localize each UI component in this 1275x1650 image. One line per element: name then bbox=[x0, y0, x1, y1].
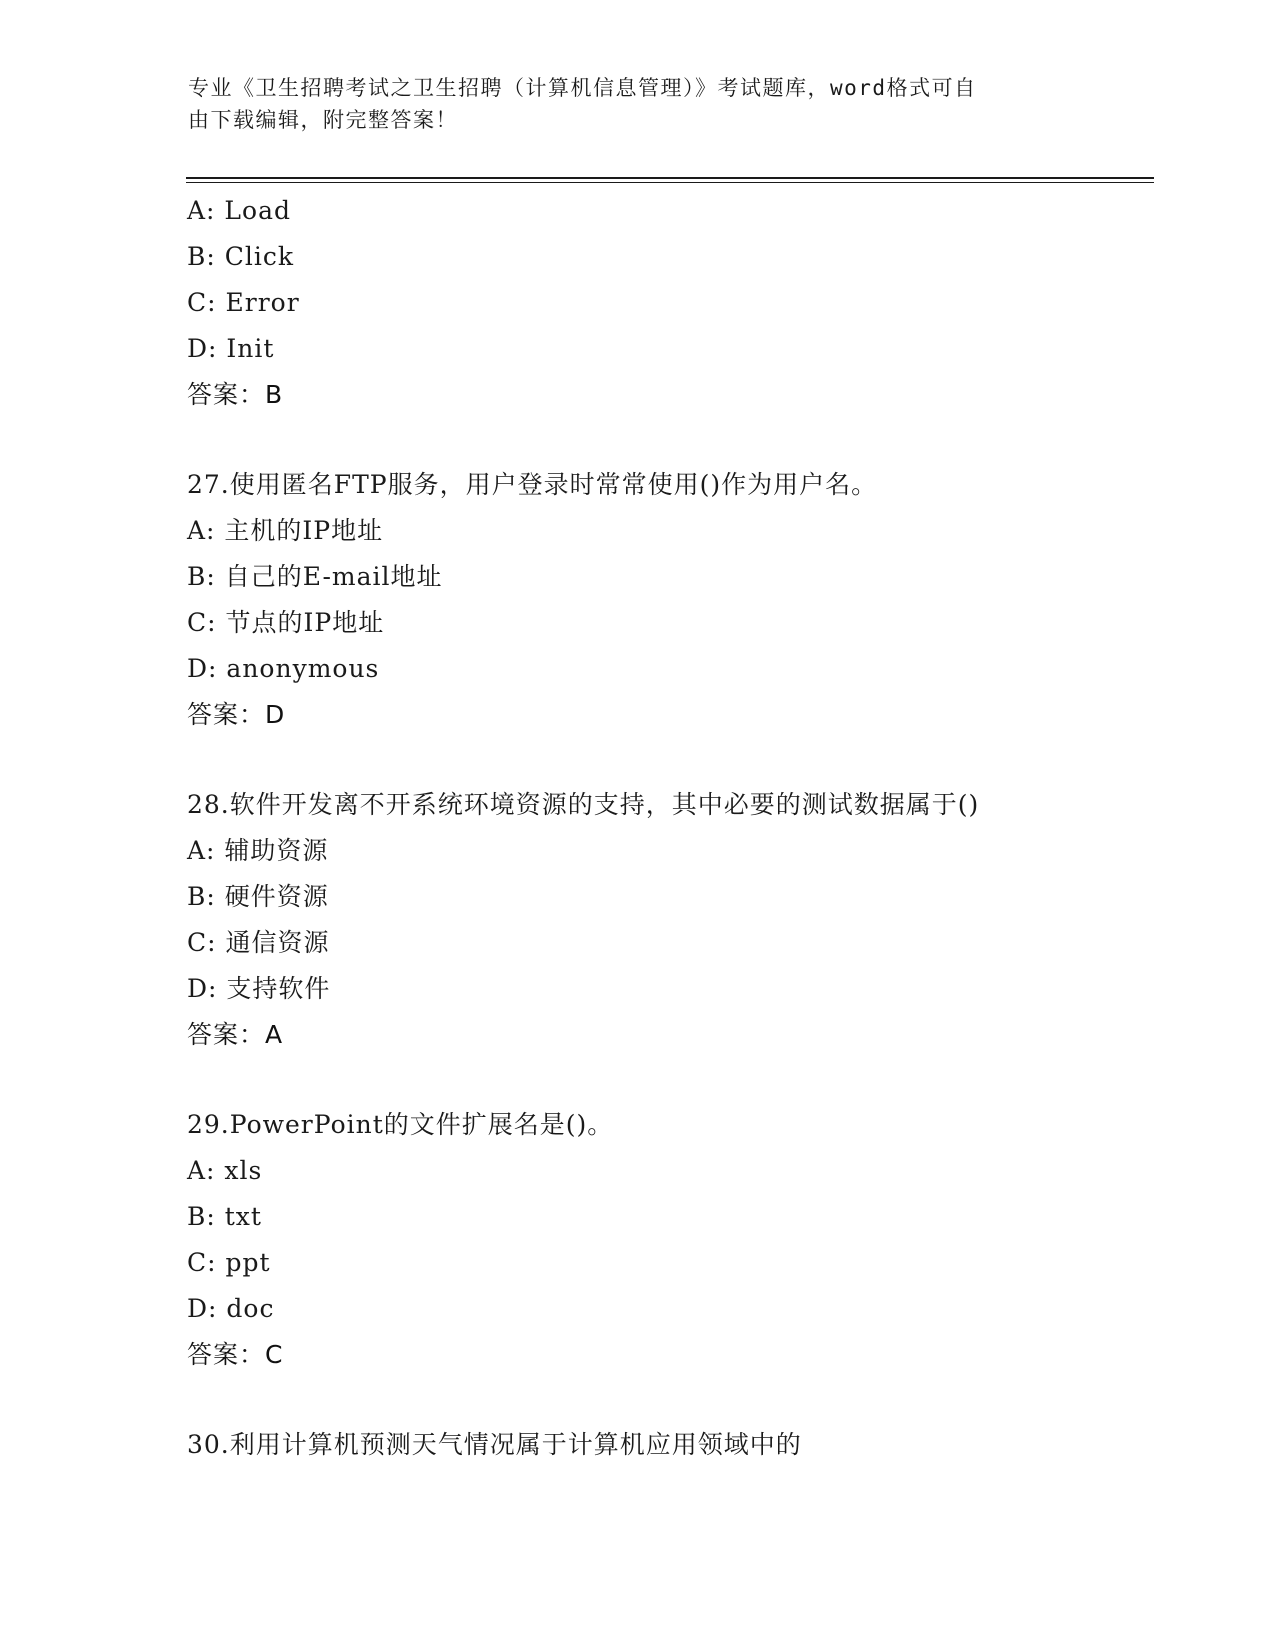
question-text: 27.使用匿名FTP服务，用户登录时常常使用()作为用户名。 bbox=[187, 470, 878, 499]
option-a: A: 主机的IP地址 bbox=[187, 516, 384, 545]
option-d: D: Init bbox=[187, 334, 275, 363]
question-text: 28.软件开发离不开系统环境资源的支持，其中必要的测试数据属于() bbox=[187, 790, 980, 819]
block-spacer bbox=[187, 738, 1167, 782]
option-b: B: txt bbox=[187, 1202, 262, 1231]
answer-text: 答案：A bbox=[187, 1020, 284, 1049]
question-list bbox=[187, 188, 1167, 1468]
option-c: C: Error bbox=[187, 288, 300, 317]
option-a: A: Load bbox=[187, 196, 291, 225]
option-d: D: anonymous bbox=[187, 654, 380, 683]
answer-text: 答案：C bbox=[187, 1340, 284, 1369]
option-c: C: ppt bbox=[187, 1248, 271, 1277]
option-c: C: 通信资源 bbox=[187, 928, 330, 957]
option-b: B: 自己的E-mail地址 bbox=[187, 562, 443, 591]
block-spacer bbox=[187, 418, 1167, 462]
header-divider bbox=[186, 177, 1154, 179]
answer-text: 答案：D bbox=[187, 700, 286, 729]
option-d: D: 支持软件 bbox=[187, 974, 331, 1003]
header-divider-secondary bbox=[186, 182, 1154, 183]
option-d: D: doc bbox=[187, 1294, 275, 1323]
option-a: A: xls bbox=[187, 1156, 263, 1185]
header-line-1: 专业《卫生招聘考试之卫生招聘（计算机信息管理）》考试题库，word格式可自 bbox=[188, 76, 977, 100]
option-b: B: Click bbox=[187, 242, 295, 271]
question-block bbox=[187, 1102, 1167, 1378]
answer-text: 答案：B bbox=[187, 380, 284, 409]
question-block bbox=[187, 1422, 1167, 1468]
header-line-2: 由下载编辑，附完整答案！ bbox=[188, 108, 458, 132]
question-text: 30.利用计算机预测天气情况属于计算机应用领域中的 bbox=[187, 1430, 802, 1459]
question-block bbox=[187, 188, 1167, 418]
question-block bbox=[187, 782, 1167, 1058]
option-a: A: 辅助资源 bbox=[187, 836, 329, 865]
option-b: B: 硬件资源 bbox=[187, 882, 329, 911]
question-block bbox=[187, 462, 1167, 738]
block-spacer bbox=[187, 1378, 1167, 1422]
question-text: 29.PowerPoint的文件扩展名是()。 bbox=[187, 1110, 614, 1139]
option-c: C: 节点的IP地址 bbox=[187, 608, 385, 637]
block-spacer bbox=[187, 1058, 1167, 1102]
document-header bbox=[188, 72, 1068, 136]
